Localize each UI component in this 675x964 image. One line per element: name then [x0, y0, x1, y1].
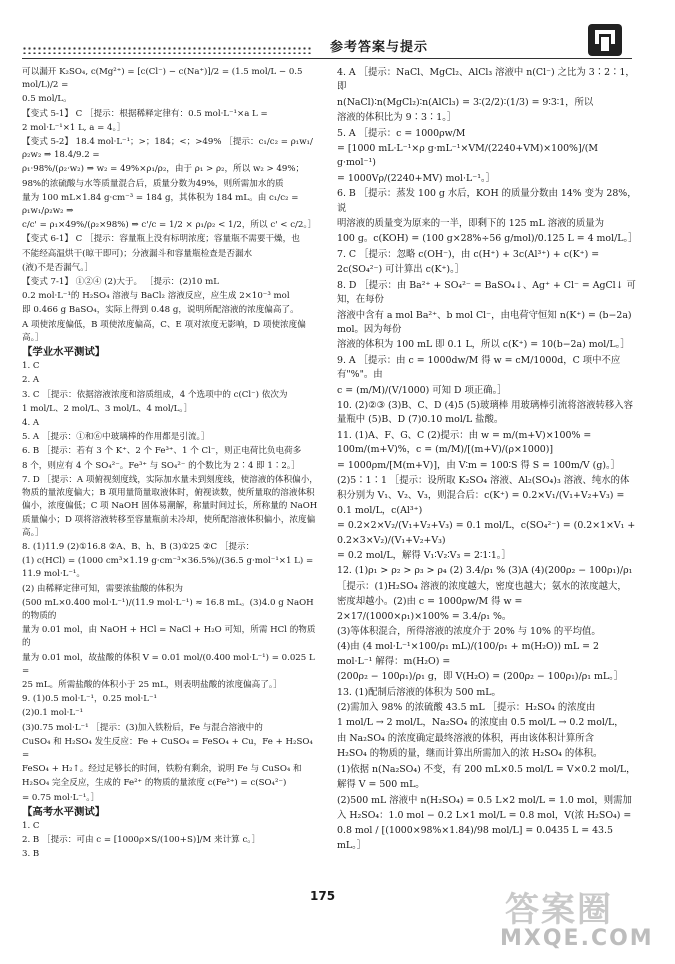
logo-icon	[588, 24, 622, 56]
answer-line: 不能经高温烘干(晾干即可)；分液漏斗和容量瓶检查是否漏水	[22, 248, 253, 259]
answer-line: 1 mol/L → 2 mol/L，Na₂SO₄ 的浓度由 0.5 mol/L → 0.2 mol/L，	[337, 717, 624, 729]
answer-line: 12. (1)ρ₁ > ρ₂ > ρ₃ > ρ₄ (2) 3.4/ρ₁ % (3)A (4)(200ρ₂ − 100ρ₁)/ρ₁	[337, 565, 633, 577]
answer-line: c = (m/M)/(V/1000) 可知 D 项正确。］	[337, 384, 507, 396]
answer-line: 25 mL。所需盐酸的体积小于 25 mL，则表明盐酸的浓度偏高了。］	[22, 679, 282, 690]
answer-line: 积分别为 V₁、V₂、V₃，则混合后：c(K⁺) = 0.2×V₁/(V₁+V₂+V₃) = 0.1 mol/L，c(Al³⁺)	[337, 490, 625, 516]
answer-line: 【高考水平测试】	[22, 805, 106, 818]
answer-line: 由 Na₂SO₄ 的浓度确定最终溶液的体积，再由该体积计算所含	[337, 732, 595, 744]
answer-line: 明溶液的质量变为原来的一半，即剩下的 125 mL 溶液的质量为	[337, 218, 604, 230]
answer-line: (3)0.75 mol·L⁻¹ ［提示：(3)加入铁粉后，Fe 与混合溶液中的	[22, 722, 263, 733]
answer-line: 2. B ［提示：可由 c = [1000ρ×S/(100+S)]/M 来计算 c。］	[22, 835, 261, 846]
answer-line: 100 g。c(KOH) = (100 g×28%÷56 g/mol)/0.125 L = 4 mol/L。］	[337, 233, 638, 245]
answer-line: 【变式 5-2】 18.4 mol·L⁻¹；>；184；<；>49% ［提示：c₁/c₂ = ρ₁w₁/ρ₂w₂ ⇒ 18.4/9.2 =	[22, 137, 313, 161]
right-column	[337, 66, 637, 854]
answer-line: (200ρ₂ − 100ρ₁)/ρ₁ g，即 V(H₂O) = (200ρ₂ − 100ρ₁)/ρ₁ mL。］	[337, 671, 624, 683]
answer-line: 11. (1)A、F、G、C (2)提示：由 w = m/(m+V)×100% = 100m/(m+V)%，c = (m/M)/[(m+V)/(ρ×1000)]	[337, 429, 592, 456]
answer-line: = 0.2×2×V₂/(V₁+V₂+V₃) = 0.1 mol/L，c(SO₄²⁻) = (0.2×1×V₁ + 0.2×3×V₂)/(V₁+V₂+V₃)	[337, 520, 636, 546]
answer-line: 量为 0.01 mol，故盐酸的体积 V = 0.01 mol/(0.400 mol·L⁻¹) = 0.025 L =	[22, 652, 315, 676]
answer-line: 4. A	[22, 418, 40, 429]
answer-line: 6. B ［提示：蒸发 100 g 水后，KOH 的质量分数由 14% 变为 28%，说	[337, 188, 637, 214]
left-column	[22, 66, 322, 863]
header-dots	[22, 46, 312, 54]
answer-line: CuSO₄ 和 H₂SO₄ 发生反应：Fe + CuSO₄ = FeSO₄ + Cu，Fe + H₂SO₄ =	[22, 736, 313, 760]
answer-line: 10. (2)②③ (3)B、C、D (4)5 (5)玻璃棒 用玻璃棒引流将溶液转移入容量瓶中 (5)B、D (7)0.10 mol/L 盐酸。	[337, 399, 634, 426]
answer-line: H₂SO₄ 的物质的量，继而计算出所需加入的浓 H₂SO₄ 的体积。	[337, 748, 603, 760]
answer-line: c/c' = ρ₁×49%/(ρ₂×98%) ⇒ c'/c = 1/2 × ρ₁/ρ₂ < 1/2，所以 c' < c/2。］	[22, 220, 317, 231]
page-number: 175	[310, 889, 336, 903]
answer-line: 3. C ［提示：依据溶液浓度和溶质组成，4 个选项中的 c(Cl⁻) 依次为	[22, 389, 288, 400]
answer-line: (500 mL×0.400 mol·L⁻¹)/(11.9 mol·L⁻¹) ≈ 16.8 mL。(3)4.0 g NaOH 的物质的	[22, 597, 314, 621]
answer-line: 2 mol·L⁻¹×1 L, a = 4。］	[22, 122, 126, 133]
answer-line: 入 H₂SO₄：1.0 mol − 0.2 L×1 mol/L = 0.8 mol，V(浓 H₂SO₄) =	[337, 809, 632, 821]
answer-line: 1. C	[22, 820, 40, 831]
answer-line: 9. A ［提示：由 c = 1000dw/M 得 w = cM/1000d，C 项中不应有"%"。由	[337, 354, 621, 381]
answer-line: (1) c(HCl) = (1000 cm³×1.19 g·cm⁻³×36.5%)/(36.5 g·mol⁻¹×1 L) = 11.9 mol·L⁻¹。	[22, 556, 314, 580]
header-rule	[22, 58, 632, 59]
answer-line: 【变式 6-1】 C ［提示：容量瓶上没有标明浓度；容量瓶不需要干燥，也	[22, 234, 300, 245]
answer-line: A 项使浓度偏低，B 项使浓度偏高，C、E 项对浓度无影响，D 项使浓度偏高。］	[22, 319, 306, 343]
answer-line: n(NaCl)∶n(MgCl₂)∶n(AlCl₃) = 3∶(2/2)∶(1/3) = 9∶3∶1，所以	[337, 96, 594, 108]
answer-line: (2)5∶1∶1 ［提示：设所取 K₂SO₄ 溶液、Al₂(SO₄)₃ 溶液、纯水的体	[337, 474, 630, 486]
answer-line: 【变式 7-1】 ①②④ (2)大于。 ［提示：(2)10 mL	[22, 277, 219, 288]
answer-line: = [1000 mL·L⁻¹×ρ g·mL⁻¹×VM/(2240+VM)×100%]/(M g·mol⁻¹)	[337, 143, 599, 169]
answer-line: 即 0.466 g BaSO₄，实际上得到 0.48 g，说明所配溶液的浓度偏高了。	[22, 305, 299, 316]
answer-line: 2. A	[22, 375, 40, 386]
answer-line: (1)依据 n(Na₂SO₄) 不变，有 200 mL×0.5 mol/L = V×0.2 mol/L，	[337, 763, 636, 775]
answer-line: 溶液中含有 a mol Ba²⁺、b mol Cl⁻，由电荷守恒知 n(K⁺) = (b−2a) mol。因为每份	[337, 309, 632, 335]
answer-line: 密度却越小。(2)由 c = 1000ρw/M 得 w = 2×17/(1000×ρ₁)×100% = 3.4/ρ₁ %。	[337, 596, 523, 622]
answer-line: 9. (1)0.5 mol·L⁻¹，0.25 mol·L⁻¹	[22, 694, 157, 705]
answer-line: 量为 0.01 mol，由 NaOH + HCl = NaCl + H₂O 可知，所需 HCl 的物质的	[22, 625, 316, 649]
answer-line: 溶液的体积为 100 mL 即 0.1 L，所以 c(K⁺) = 10(b−2a) mol/L。］	[337, 339, 630, 351]
answer-line: FeSO₄ + H₂↑。经过足够长的时间，铁粉有剩余，说明 Fe 与 CuSO₄ 和	[22, 764, 302, 775]
answer-line: (3)等体积混合，所得溶液的浓度介于 20% 与 10% 的平均值。	[337, 626, 601, 638]
answer-line: 解得 V = 500 mL。	[337, 779, 425, 791]
answer-line: (2)需加入 98% 的浓硫酸 43.5 mL ［提示：H₂SO₄ 的浓度由	[337, 702, 596, 714]
answer-line: 6. B ［提示：若有 3 个 K⁺、2 个 Fe³⁺、1 个 Cl⁻，则正电荷比负电荷多	[22, 446, 302, 457]
answer-line: 1 mol/L、2 mol/L、3 mol/L、4 mol/L。］	[22, 403, 193, 414]
answer-line: 2c(SO₄²⁻) 可计算出 c(K⁺)。］	[337, 264, 465, 276]
answer-line: = 1000ρm/[M(m+V)]，由 V∶m = 100∶S 得 S = 100m/V (g)。］	[337, 459, 621, 471]
answer-line: 7. D ［提示：A 项俯视刻度线，实际加水量未到刻度线，使溶液的体积偏小，物质的量浓度偏大；B 项用量筒量取液体时，俯视读数，使所量取的溶液体积偏小，浓度偏低；C 项 NaOH 固体易潮解，称量时间过长，所称量的 NaOH 质量偏小；D 项将溶液转移至容量瓶前未冷却，使所配溶液体积偏小，浓度偏高。］	[22, 474, 318, 538]
answer-line: (2)0.1 mol·L⁻¹	[22, 708, 84, 719]
watermark-url: MXQE.COM	[500, 926, 654, 951]
answer-line: ρ₁·98%/(ρ₂·w₂) ⇒ w₂ = 49%×ρ₁/ρ₂，由于 ρ₁ > ρ₂，所以 w₂ > 49%；	[22, 164, 305, 175]
answer-line: 5. A ［提示：c = 1000ρw/M	[337, 127, 466, 139]
answer-line: 溶液的体积比为 9∶3∶1。］	[337, 112, 457, 124]
answer-line: 4. A ［提示：NaCl、MgCl₂、AlCl₃ 溶液中 n(Cl⁻) 之比为 3∶2∶1，即	[337, 67, 635, 93]
answer-line: 5. A ［提示：①和⑥中玻璃棒的作用都是引流。］	[22, 432, 210, 443]
answer-line: (2) 由稀释定律可知，需要浓盐酸的体积为	[22, 583, 183, 594]
answer-line: 8. (1)11.9 (2)①16.8 ②A、B、h、B (3)①25 ②C ［提示：	[22, 541, 255, 552]
answer-line: ［提示：(1)H₂SO₄ 溶液的浓度越大，密度也越大；氨水的浓度越大，	[337, 580, 627, 592]
answer-line: 量为 100 mL×1.84 g·cm⁻³ = 184 g，其体积为 184 mL。由 c₁/c₂ = ρ₁w₁/ρ₂w₂ ⇒	[22, 192, 299, 217]
answer-line: 可以漏开 K₂SO₄, c(Mg²⁺) = [c(Cl⁻) − c(Na⁺)]/2 = (1.5 mol/L − 0.5 mol/L)/2 =	[22, 67, 303, 91]
answer-line: 3. B	[22, 849, 40, 860]
answer-line: H₂SO₄ 完全反应，生成的 Fe²⁺ 的物质的量浓度 c(Fe²⁺) = c(SO₄²⁻)	[22, 778, 287, 789]
watermark-logo: 答案圈	[505, 890, 613, 930]
answer-line: 8. D ［提示：由 Ba²⁺ + SO₄²⁻ = BaSO₄↓、Ag⁺ + Cl⁻ = AgCl↓ 可知，在每份	[337, 279, 636, 306]
answer-line: = 0.2 mol/L，解得 V₁∶V₂∶V₃ = 2∶1∶1。］	[337, 550, 511, 561]
answer-line: (液)不是否漏气。］	[22, 262, 94, 273]
answer-line: 8 个，则应有 4 个 SO₄²⁻。Fe³⁺ 与 SO₄²⁻ 的个数比为 2∶4 即 1∶2。］	[22, 460, 300, 471]
answer-line: 【学业水平测试】	[22, 346, 106, 359]
page-title: 参考答案与提示	[330, 40, 429, 55]
answer-line: 13. (1)配制后溶液的体积为 500 mL。	[337, 686, 501, 698]
answer-line: 0.8 mol / [(1000×98%×1.84)/98 mol/L] = 0.0435 L = 43.5 mL。］	[337, 825, 613, 851]
answer-line: 【变式 5-1】 C ［提示：根据稀释定律有：0.5 mol·L⁻¹×a L =	[22, 108, 268, 119]
answer-line: 1. C	[22, 361, 40, 372]
answer-line: 0.5 mol/L。	[22, 94, 72, 105]
answer-line: (4)由 (4 mol·L⁻¹×100/ρ₁ mL)/(100/ρ₁ + m(H₂O)) mL = 2 mol·L⁻¹ 解得：m(H₂O) =	[337, 641, 599, 667]
answer-line: (2)500 mL 溶液中 n(H₂SO₄) = 0.5 L×2 mol/L = 1.0 mol，则需加	[337, 794, 632, 806]
answer-line: = 1000Vρ/(2240+MV) mol·L⁻¹。］	[337, 172, 496, 184]
answer-line: = 0.75 mol·L⁻¹。］	[22, 792, 100, 803]
answer-line: 0.2 mol·L⁻¹的 H₂SO₄ 溶液与 BaCl₂ 溶液反应，应生成 2×10⁻³ mol	[22, 291, 290, 302]
answer-line: 7. C ［提示：忽略 c(OH⁻)，由 c(H⁺) + 3c(Al³⁺) + c(K⁺) =	[337, 248, 600, 260]
answer-line: 98%的浓硫酸与水等质量混合后，质量分数为49%，则所需加水的质	[22, 178, 284, 189]
